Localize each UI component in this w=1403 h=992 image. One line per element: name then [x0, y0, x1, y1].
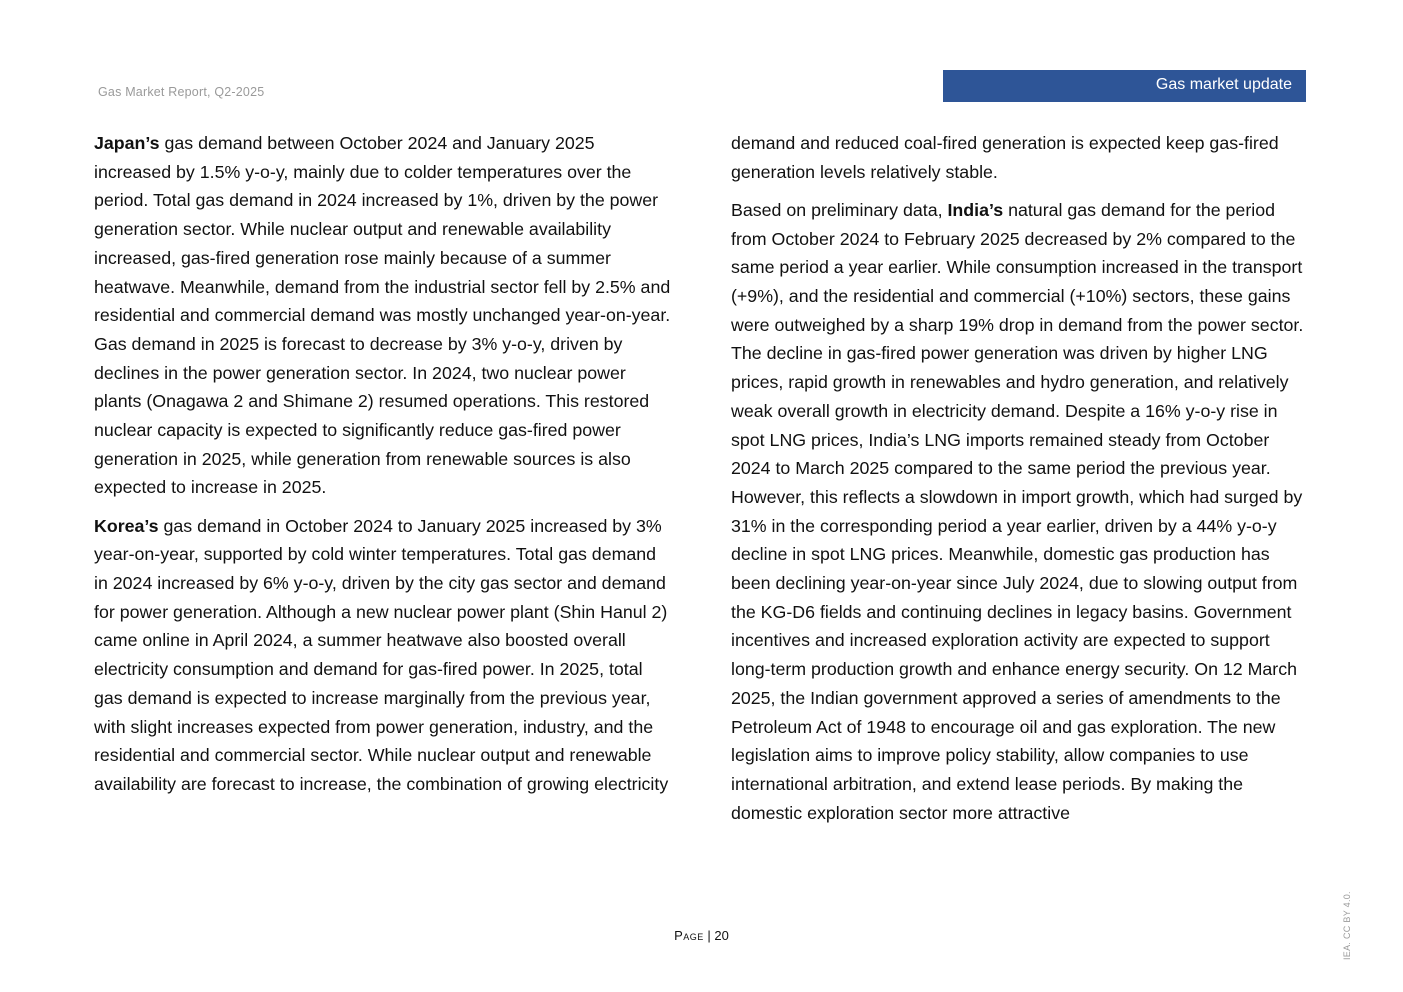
india-text: natural gas demand for the period from October 2024 to February 2025 decreased by 2% compared to the same period a year earlier. While consumption increased in the transport (+9%), and the residential and commercial (+10%) sectors, these gains were outweighed by a sharp 19% drop in demand from the power sector. The decline in gas-fired power generation was driven by higher LNG prices, rapid growth in renewables and hydro generation, and relatively weak overall growth in electricity demand. Despite a 16% y-o-y rise in spot LNG prices, India’s LNG imports remained steady from October 2024 to March 2025 compared to the same period the previous year. However, this reflects a slowdown in import growth, which had surged by 31% in the corresponding period a year earlier, driven by a 44% y-o-y decline in spot LNG prices. Meanwhile, domestic gas production has been declining year-on-year since July 2024, due to slowing output from the KG-D6 fields and continuing declines in legacy basins. Government incentives and increased exploration activity are expected to support long-term production growth and enhance energy security. On 12 March 2025, the Indian government approved a series of amendments to the Petroleum Act of 1948 to encourage oil and gas exploration. The new legislation aims to improve policy stability, allow companies to use international arbitration, and extend lease periods. By making the domestic exploration sector more attractive [731, 199, 1304, 823]
left-column [94, 129, 674, 808]
india-lead: India’s [947, 199, 1004, 220]
report-title: Gas Market Report, Q2-2025 [98, 85, 265, 99]
india-paragraph [731, 196, 1311, 827]
right-column [731, 129, 1311, 837]
page-number-value: 20 [714, 928, 729, 943]
japan-text: gas demand between October 2024 and January 2025 increased by 1.5% y-o-y, mainly due to colder temperatures over the period. Total gas demand in 2024 increased by 1%, driven by the power generation sector. While nuclear output and renewable availability increased, gas-fired generation rose mainly because of a summer heatwave. Meanwhile, demand from the industrial sector fell by 2.5% and residential and commercial demand was mostly unchanged year-on-year. Gas demand in 2025 is forecast to decrease by 3% y-o-y, driven by declines in the power generation sector. In 2024, two nuclear power plants (Onagawa 2 and Shimane 2) resumed operations. This restored nuclear capacity is expected to significantly reduce gas-fired power generation in 2025, while generation from renewable sources is also expected to increase in 2025. [94, 133, 671, 498]
section-banner: Gas market update [943, 70, 1306, 102]
india-intro: Based on preliminary data, [731, 199, 948, 220]
page-separator: | [707, 928, 711, 943]
korea-paragraph [94, 512, 674, 799]
japan-lead: Japan’s [94, 133, 160, 153]
korea-lead: Korea’s [94, 515, 159, 536]
page-label: Page [674, 928, 704, 943]
license-note: IEA. CC BY 4.0. [1342, 891, 1352, 960]
japan-paragraph [94, 129, 674, 502]
page-number [0, 928, 1403, 943]
continuation-paragraph: demand and reduced coal-fired generation is expected keep gas-fired generation levels relatively stable. [731, 133, 1279, 182]
korea-text: gas demand in October 2024 to January 2025 increased by 3% year-on-year, supported by cold winter temperatures. Total gas demand in 2024 increased by 6% y-o-y, driven by the city gas sector and demand for power generation. Although a new nuclear power plant (Shin Hanul 2) came online in April 2024, a summer heatwave also boosted overall electricity consumption and demand for gas-fired power. In 2025, total gas demand is expected to increase marginally from the previous year, with slight increases expected from power generation, industry, and the residential and commercial sector. While nuclear output and renewable availability are forecast to increase, the combination of growing electricity [94, 515, 669, 794]
